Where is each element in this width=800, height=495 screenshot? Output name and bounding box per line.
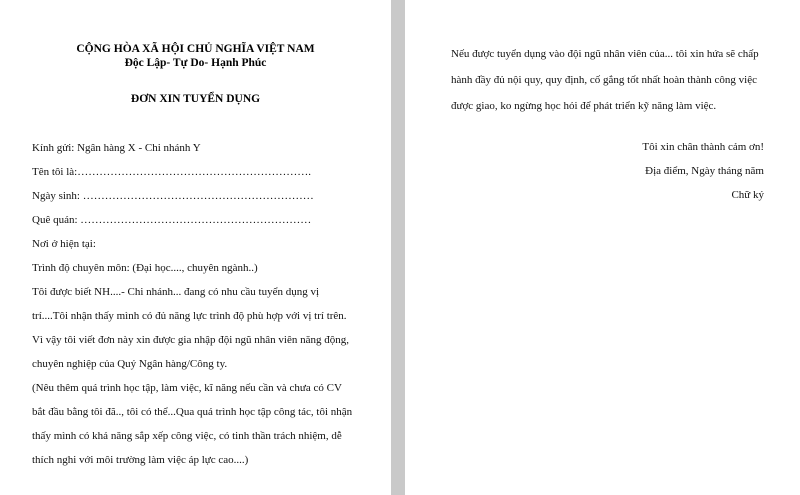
hometown-line: Quê quán: ………………………………………………………: [32, 214, 312, 226]
commitment-paragraph: Nếu được tuyển dụng vào đội ngũ nhân viên của... tôi xin hứa sẽ chấp hành đầy đủ nội quy, quy định, cố gắng tốt nhất hoàn thành công việc được giao, ko ngừng học hỏi để phát triển kỹ năng làm việc.: [451, 48, 759, 112]
birthdate-line: Ngày sinh: ………………………………………………………: [32, 190, 314, 202]
letter-body: [32, 141, 351, 477]
national-heading: CỘNG HÒA XÃ HỘI CHỦ NGHĨA VIỆT NAM: [76, 43, 315, 55]
name-line: Tên tôi là:……………………………………………………….: [32, 166, 311, 178]
body-text-line: trí....Tôi nhận thấy mình có đủ năng lực trình độ phù hợp với vị trí trên.: [32, 310, 347, 322]
body-text-line: Vì vậy tôi viết đơn này xin được gia nhập đội ngũ nhân viên năng động,: [32, 334, 349, 346]
qualification-line: Trình độ chuyên môn: (Đại học...., chuyên ngành..): [32, 262, 258, 274]
document-title: ĐƠN XIN TUYỂN DỤNG: [130, 93, 261, 105]
recipient-line: Kính gửi: Ngân hàng X - Chi nhánh Y: [32, 142, 201, 154]
body-text-line: thích nghi với môi trường làm việc áp lực cao....): [32, 454, 249, 466]
body-text-line: bắt đầu bằng tôi đã.., tôi có thể...Qua quá trình học tập công tác, tôi nhận: [32, 406, 353, 418]
signature-label: Chữ ký: [731, 189, 764, 201]
place-date-line: Địa điểm, Ngày tháng năm: [645, 165, 764, 177]
body-text-line: Tôi được biết NH....- Chi nhánh... đang có nhu cầu tuyển dụng vị: [32, 286, 320, 298]
current-address-line: Nơi ở hiện tại:: [32, 238, 96, 250]
body-text-line: (Nêu thêm quá trình học tập, làm việc, kĩ năng nếu cần và chưa có CV: [32, 382, 342, 394]
body-text-line: chuyên nghiệp của Quý Ngân hàng/Công ty.: [32, 358, 228, 370]
body-text-line: thấy mình có khả năng sắp xếp công việc, có tinh thần trách nhiệm, dễ: [32, 430, 342, 442]
thanks-line: Tôi xin chân thành cảm ơn!: [642, 141, 764, 153]
national-motto: Độc Lập- Tự Do- Hạnh Phúc: [124, 57, 267, 69]
document-page-left: [0, 0, 391, 495]
document-page-right: [405, 0, 800, 495]
